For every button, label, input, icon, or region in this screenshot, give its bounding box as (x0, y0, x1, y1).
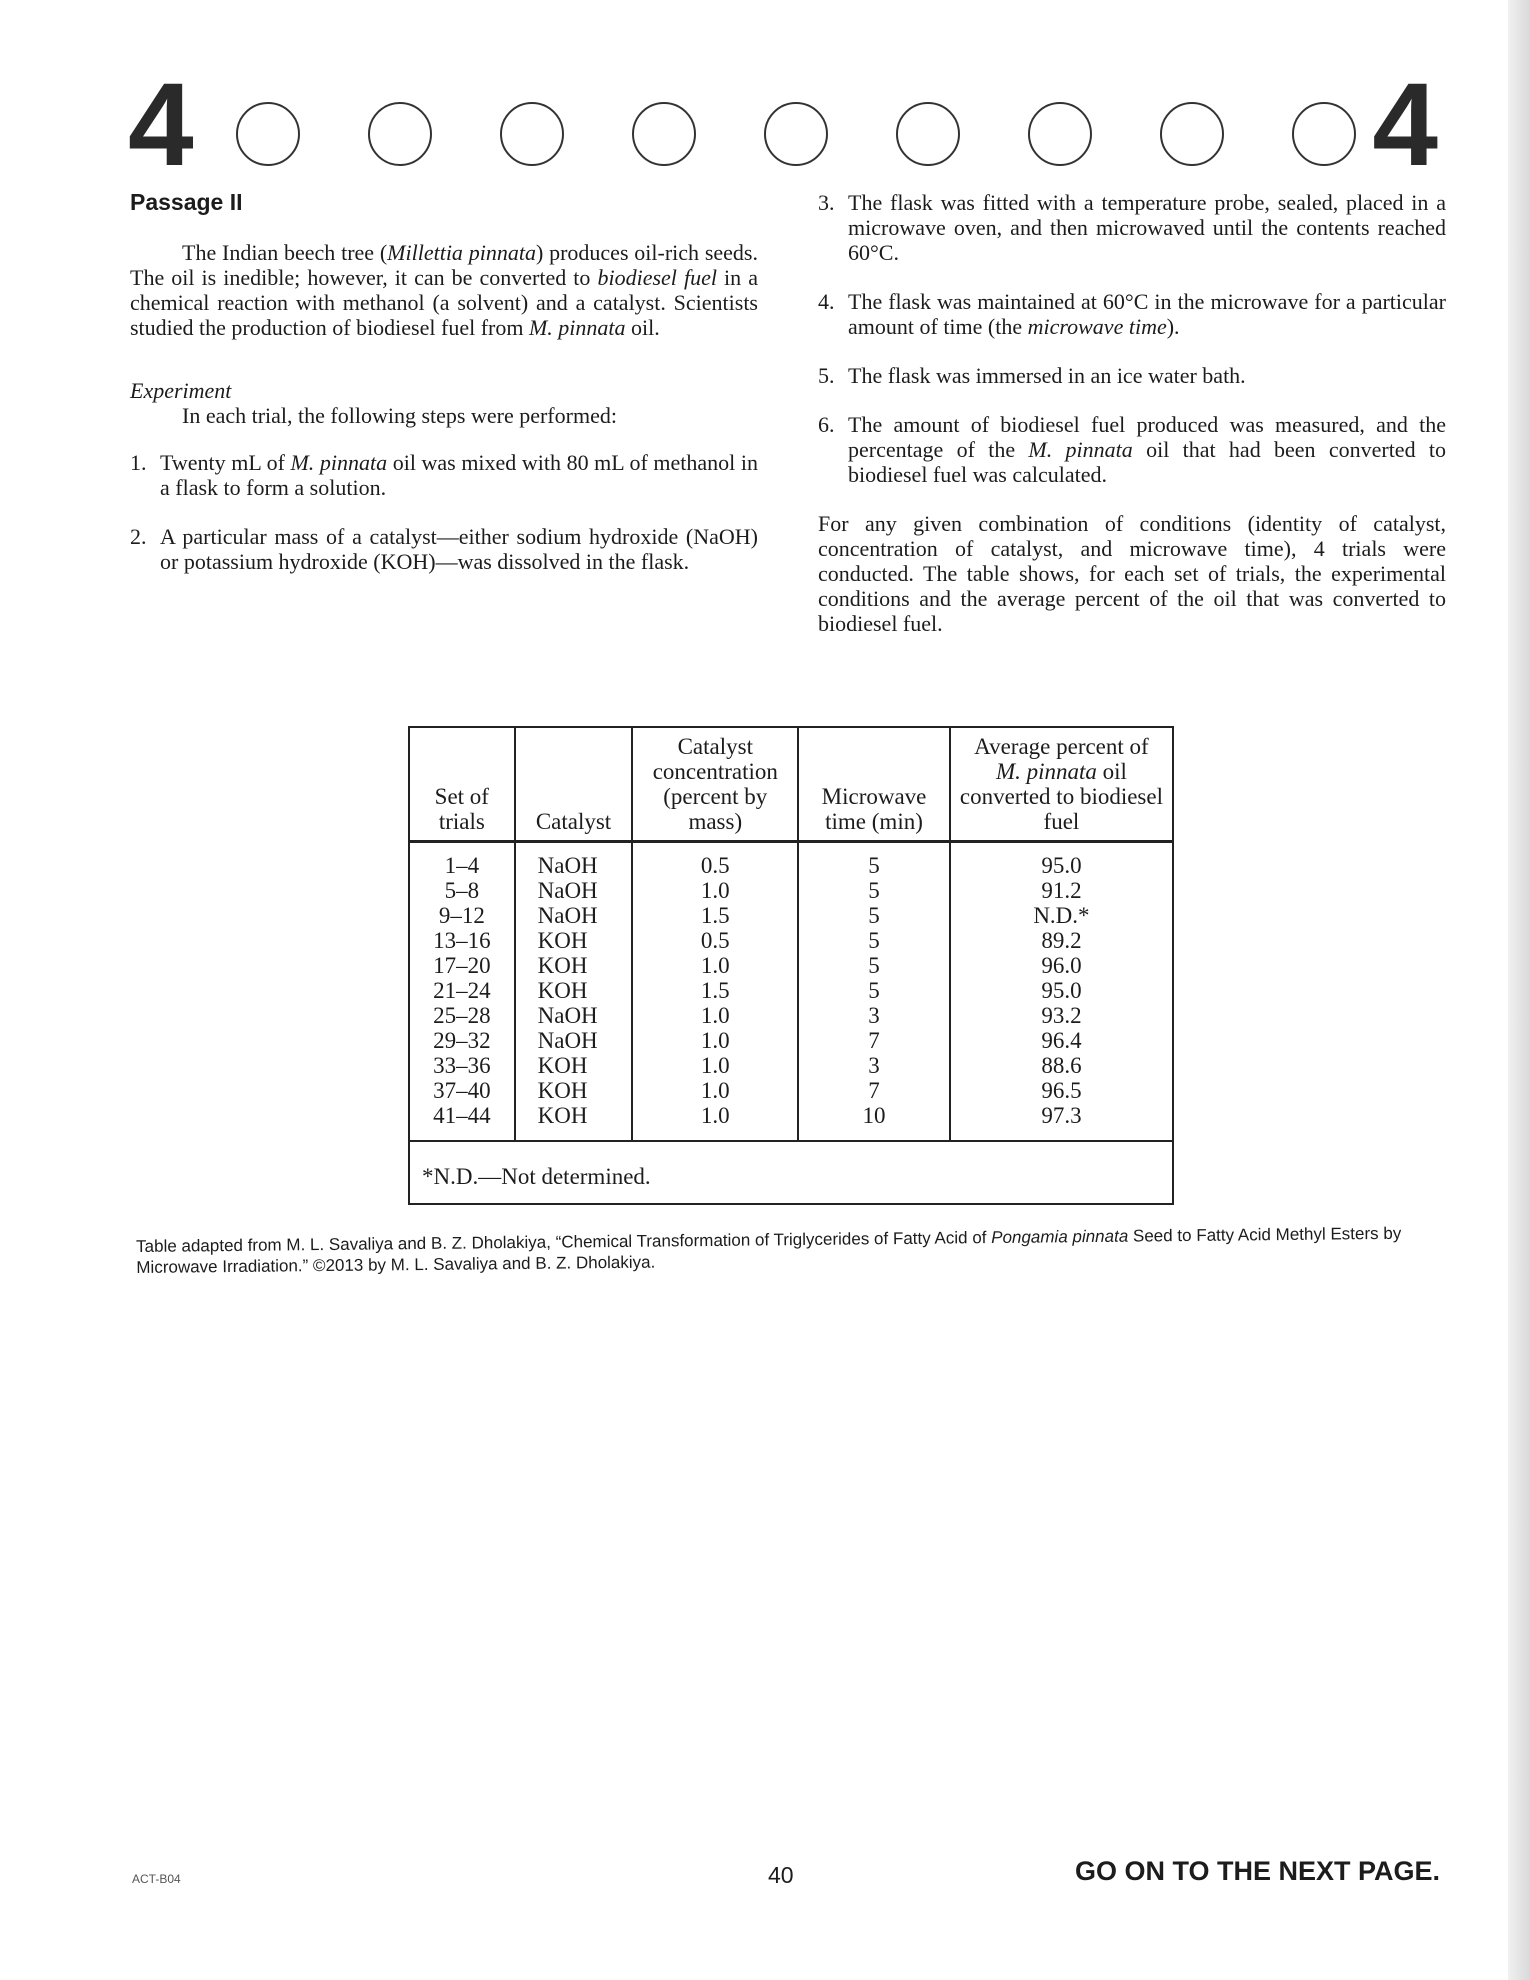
page-edge-shadow (1508, 0, 1530, 1980)
percent-cell: 95.0 (950, 978, 1173, 1003)
header-circle-icon (1028, 102, 1092, 166)
set-cell: 33–36 (409, 1053, 515, 1078)
steps-list-right (818, 190, 1446, 487)
table-row (409, 1028, 1173, 1053)
header-circle-icon (1292, 102, 1356, 166)
catalyst-cell: NaOH (515, 878, 633, 903)
table-row (409, 1003, 1173, 1028)
catalyst-cell: KOH (515, 928, 633, 953)
form-code: ACT-B04 (132, 1872, 181, 1886)
concentration-cell: 1.5 (632, 978, 798, 1003)
table-row (409, 1053, 1173, 1078)
percent-cell: 96.0 (950, 953, 1173, 978)
intro-text-4: oil. (625, 315, 660, 340)
step-text: Twenty mL of M. pinnata oil was mixed with 80 mL of methanol in a flask to form a solution. (160, 450, 758, 500)
step-number: 5. (818, 363, 835, 388)
set-cell: 21–24 (409, 978, 515, 1003)
header-circle-icon (896, 102, 960, 166)
passage-title: Passage II (130, 189, 243, 215)
header-microwave-time: Microwave time (min) (798, 727, 950, 842)
header-concentration: Catalyst concentration (percent by mass) (632, 727, 798, 842)
intro-text-2: ) produces oil-rich seeds. The oil is inedible; however, it can be converted to (130, 240, 758, 290)
intro-text-1: The Indian beech tree ( (182, 240, 388, 265)
section-header (128, 59, 1438, 191)
step-text: The amount of biodiesel fuel produced was measured, and the percentage of the M. pinnata oil that had been converted to biodiesel fuel was calculated. (848, 412, 1446, 487)
right-column (818, 190, 1446, 636)
table-row (409, 842, 1173, 879)
experiment-intro: In each trial, the following steps were performed: (182, 403, 617, 428)
catalyst-cell: NaOH (515, 1028, 633, 1053)
step-1 (130, 450, 758, 500)
header-circle-icon (368, 102, 432, 166)
header-average-percent: Average percent of M. pinnata oil converted to biodiesel fuel (950, 727, 1173, 842)
concentration-cell: 1.0 (632, 1003, 798, 1028)
step-number: 6. (818, 412, 835, 437)
step-text: The flask was maintained at 60°C in the microwave for a particular amount of time (the microwave time). (848, 289, 1446, 339)
time-cell: 7 (798, 1078, 950, 1103)
experiment-heading: Experiment (130, 378, 232, 403)
set-cell: 29–32 (409, 1028, 515, 1053)
time-cell: 5 (798, 842, 950, 879)
concentration-cell: 1.5 (632, 903, 798, 928)
step-text: The flask was immersed in an ice water bath. (848, 363, 1246, 388)
results-table-container (408, 726, 1174, 1205)
header-circle-icon (632, 102, 696, 166)
time-cell: 10 (798, 1103, 950, 1141)
step-3 (818, 190, 1446, 265)
percent-cell: 91.2 (950, 878, 1173, 903)
header-circle-icon (236, 102, 300, 166)
catalyst-cell: NaOH (515, 903, 633, 928)
table-row (409, 978, 1173, 1003)
time-cell: 7 (798, 1028, 950, 1053)
section-number-left: 4 (128, 59, 194, 191)
concentration-cell: 1.0 (632, 1078, 798, 1103)
intro-term: biodiesel fuel (597, 265, 717, 290)
table-row (409, 1103, 1173, 1141)
time-cell: 5 (798, 928, 950, 953)
page-number: 40 (768, 1862, 794, 1888)
percent-cell: 97.3 (950, 1103, 1173, 1141)
concentration-cell: 1.0 (632, 953, 798, 978)
closing-paragraph: For any given combination of conditions (identity of catalyst, concentration of catalyst, and microwave time), 4 trials were conducted. The table shows, for each set of trials, the experimental conditions and the average percent of the oil that was converted to biodiesel fuel. (818, 511, 1446, 636)
table-row (409, 953, 1173, 978)
set-cell: 5–8 (409, 878, 515, 903)
time-cell: 3 (798, 1053, 950, 1078)
step-4 (818, 289, 1446, 339)
time-cell: 5 (798, 903, 950, 928)
concentration-cell: 0.5 (632, 842, 798, 879)
table-row (409, 903, 1173, 928)
intro-text-3: in a chemical reaction with methanol (a solvent) and a catalyst. Scientists studied the production of biodiesel fuel from (130, 265, 758, 340)
table-credit: Table adapted from M. L. Savaliya and B. Z. Dholakiya, “Chemical Transformation of Triglycerides of Fatty Acid of Pongamia pinnata Seed to Fatty Acid Methyl Esters by Microwave Irradiation.” ©2013 by M. L. Savaliya and B. Z. Dholakiya. (136, 1223, 1402, 1277)
table-row (409, 928, 1173, 953)
set-cell: 13–16 (409, 928, 515, 953)
step-number: 3. (818, 190, 835, 215)
percent-cell: 89.2 (950, 928, 1173, 953)
header-circle-icon (764, 102, 828, 166)
catalyst-cell: KOH (515, 1078, 633, 1103)
table-footnote-row (409, 1141, 1173, 1204)
percent-cell: 93.2 (950, 1003, 1173, 1028)
time-cell: 5 (798, 953, 950, 978)
results-table (408, 726, 1174, 1205)
time-cell: 5 (798, 978, 950, 1003)
time-cell: 5 (798, 878, 950, 903)
table-row (409, 878, 1173, 903)
percent-cell: N.D.* (950, 903, 1173, 928)
intro-short-species: M. pinnata (528, 315, 626, 340)
step-number: 1. (130, 450, 147, 475)
intro-species: Millettia pinnata (387, 240, 536, 265)
catalyst-cell: KOH (515, 953, 633, 978)
table-header-row (409, 727, 1173, 842)
catalyst-cell: KOH (515, 1103, 633, 1141)
set-cell: 9–12 (409, 903, 515, 928)
step-2 (130, 524, 758, 574)
step-text: The flask was fitted with a temperature probe, sealed, placed in a microwave oven, and then microwaved until the contents reached 60°C. (848, 190, 1446, 265)
time-cell: 3 (798, 1003, 950, 1028)
intro-paragraph (130, 240, 758, 340)
catalyst-cell: NaOH (515, 842, 633, 879)
step-number: 2. (130, 524, 147, 549)
percent-cell: 95.0 (950, 842, 1173, 879)
set-cell: 25–28 (409, 1003, 515, 1028)
concentration-cell: 1.0 (632, 1103, 798, 1141)
table-footnote: *N.D.—Not determined. (409, 1141, 1173, 1204)
header-circle-icon (1160, 102, 1224, 166)
concentration-cell: 0.5 (632, 928, 798, 953)
step-number: 4. (818, 289, 835, 314)
set-cell: 1–4 (409, 842, 515, 879)
header-circle-icon (500, 102, 564, 166)
catalyst-cell: NaOH (515, 1003, 633, 1028)
catalyst-cell: KOH (515, 1053, 633, 1078)
left-column (130, 190, 758, 598)
header-set-of-trials: Set of trials (409, 727, 515, 842)
step-text: A particular mass of a catalyst—either sodium hydroxide (NaOH) or potassium hydroxide (KOH)—was dissolved in the flask. (160, 524, 758, 574)
percent-cell: 96.5 (950, 1078, 1173, 1103)
section-number-right: 4 (1372, 59, 1438, 191)
table-row (409, 1078, 1173, 1103)
set-cell: 17–20 (409, 953, 515, 978)
set-cell: 37–40 (409, 1078, 515, 1103)
header-catalyst: Catalyst (515, 727, 633, 842)
percent-cell: 96.4 (950, 1028, 1173, 1053)
go-on-notice: GO ON TO THE NEXT PAGE. (1074, 1856, 1440, 1886)
set-cell: 41–44 (409, 1103, 515, 1141)
step-5 (818, 363, 1446, 388)
step-6 (818, 412, 1446, 487)
percent-cell: 88.6 (950, 1053, 1173, 1078)
steps-list-left (130, 450, 758, 574)
catalyst-cell: KOH (515, 978, 633, 1003)
concentration-cell: 1.0 (632, 1053, 798, 1078)
concentration-cell: 1.0 (632, 1028, 798, 1053)
concentration-cell: 1.0 (632, 878, 798, 903)
table-body (409, 842, 1173, 1205)
